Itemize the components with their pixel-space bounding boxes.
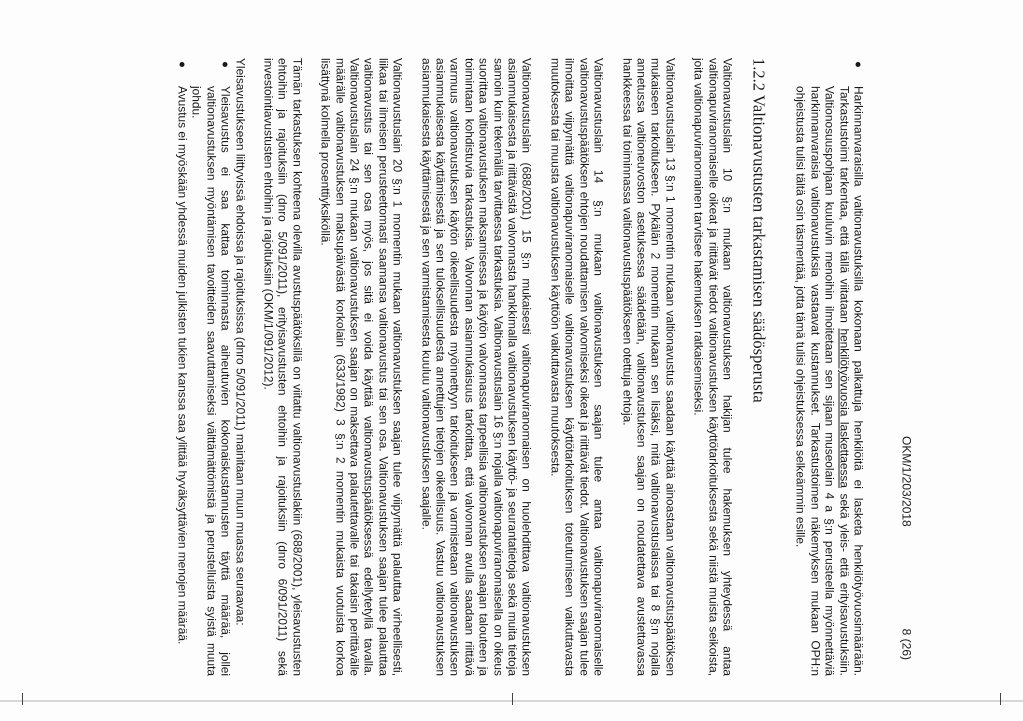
paragraph: Valtionavustuslain (688/2001) 15 §:n mukaisesti valtionapuviranomaisen on huolehdittava valtionavustuksen asianmukaisesta ja riittävästä valvonnasta hankkimalla valtionavustuksen käyttö- ja seurantatietoja sekä muita tietoja samoin kuin tekemällä tarvittaessa tarkastuksia. Valtionavustuslain 16 §:n nojalla valtionapuviranomaisella on oikeus suorittaa valtionavustuksen maksamisessa ja käytön valvonnassa tarpeellisia valtionavustuksen saajan talouteen ja toimintaan kohdistuvia tarkastuksia. Valvonnan asianmukaisuus tarkoittaa, että valvonnan avulla saadaan riittävä varmuus valtionavustuksen käytön oikeellisuudesta myönnettyyn tarkoitukseen ja varmistetaan valtionavustuksen asianmukaisesta käyttämisestä ja sen tuloksellisuudesta annettujen tietojen oikeellisuus. Vastuu valtionavustuksen asianmukaisesta käyttämisestä ja sen varmistamisesta kuuluu valtionavustuksen saajalle. [418,57,534,676]
scan-edge-mark [1000,693,1001,705]
intro-bullet-list [793,58,865,676]
paragraph: Valtionavustuslain 20 §:n 1 momentin mukaan valtionavustuksen saajan tulee viipymättä palauttaa virheellisesti, liikaa tai ilmeisen perusteettomasti saamansa valtionavustus tai sen osa. Valtionavustuksen saajan tulee palauttaa valtionavustus tai sen osa myös, jos sitä ei voida käyttää valtionavustuspäätöksessä edellytetyllä tavalla. Valtionavustuslain 24 §:n mukaan valtionavustuksen saajan on maksettava palautettavalle tai takaisin perittävälle määrälle valtionavustuksen maksupäivästä korkolain (633/1982) 3 §:n 2 momentin mukaista vuotuista korkoa lisättynä kolmella prosenttiyksiköllä. [318,57,405,676]
condition-bullet-item: Avustus ei myöskään yhdessä muiden julkisten tukien kanssa saa ylittää hyväksyttävien menojen määrää. [175,58,189,676]
conditions-bullet-list [175,58,233,676]
document-page [94,16,929,706]
intro-bullet-item: Harkinnanvaraisilla valtionavustuksilla kokonaan palkattuja henkilöitä ei lasketa henkilötyövuosimäärään. Tarkastustoimi tarkentaa, että tällä viitataan henkilötyövuosia laskettaessa sekä yleis- että erityisavustuksiin. Valtionosuuspohjaan kuuluvin menoihin ilmoitetaan sen sijaan museolain 4 a §:n perusteella myönnettäviä harkinnanvaraisia valtionavustuksia vastaavat kustannukset. Tarkastustoimen näkemyksen mukaan OPH:n ohjeistusta tulisi tältä osin täsmentää, jotta tämä tulisi ohjeistuksessa selkeämmin esille. [793,58,865,676]
paragraph: Yleisavustukseen liittyvissä ehdoissa ja rajoituksissa (dnro 5/091/2011) mainitaan muun muassa seuraavaa: [232,57,247,626]
paragraph: Tämän tarkastuksen kohteena olevilla avustuspäätöksillä on viitattu valtionavustuslakiin (688/2001), yleisavustusten ehtoihin ja rajoituksiin (dnro 5/091/2011), erityisavustusten ehtoihin ja rajoituksiin (dnro 6/091/2011) sekä investointiavustusten ehtoihin ja rajoituksiin (OKM/1/091/2012). [261,57,304,676]
page-number: 8 (26) [899,628,913,660]
underlined-phrase: henkilötyövuosia laskettaessa [836,327,851,488]
section-heading: 1.2.2 Valtionavustusten tarkastamisen säädösperusta [748,57,768,403]
paragraph: Valtionavustuslain 13 §:n 1 momentin mukaan valtionavustus saadaan käyttää ainoastaan valtionavustuspäätöksen mukaiseen tarkoitukseen. Pykälän 2 momentin mukaan sen lisäksi, mitä valtionavustuslaissa tai 8 §:n nojalla annetussa valtioneuvoston asetuksessa säädetään, valtionavustuksen saajan on noudatettava avustettavassa hankkeessa tai toiminnassa valtionavustuspäätökseen otettuja ehtoja. [619,57,677,676]
paragraph: Valtionavustuslain 10 §:n mukaan valtionavustuksen hakijan tulee hakemuksen yhteydessä antaa valtionapuviranomaiselle oikeat ja riittävät tiedot valtionavustuksen käyttötarkoituksesta sekä niistä muista seikoista, joita valtionapuviranomainen tarvitsee hakemuksen ratkaisemiseksi. [691,57,734,676]
paragraph: Valtionavustuslain 14 §:n mukaan valtionavustuksen saajan tulee antaa valtionapuviranomaiselle valtionavustuspäätöksen ehtojen noudattamisen valvomiseksi oikeat ja riittävät tiedot. Valtionavustuksen saajan tulee ilmoittaa viipymättä valtionapuviranomaiselle valtionavustuksen käyttötarkoituksen toteutumiseen vaikuttavasta muutoksesta tai muusta valtionavustuksen käyttöön vaikuttavasta muutoksesta. [547,57,606,676]
condition-bullet-item: Yleisavustus ei saa kattaa toiminnasta aiheutuvien kokonaiskustannusten täyttä määrää, jollei valtionavustuksen myöntämisen tavoitteiden saavuttamiseksi välttämättömistä ja perustelluista syistä muuta johdu. [189,58,232,676]
document-reference: OKM/1/203/2018 [899,435,913,527]
scan-edge-mark [22,693,23,705]
scan-edge-mark [512,693,513,705]
